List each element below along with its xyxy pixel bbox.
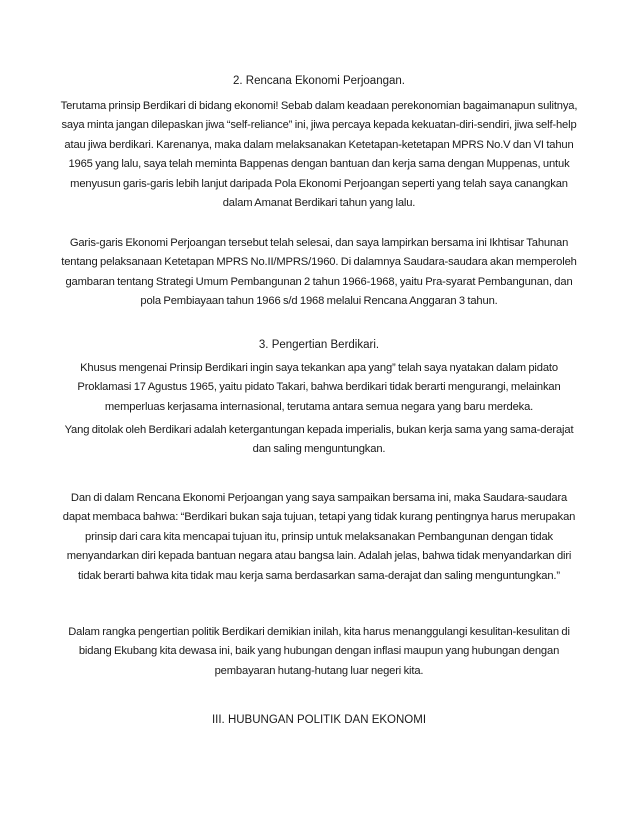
section-3-heading: 3. Pengertian Berdikari. xyxy=(258,339,380,351)
section-2-heading: 2. Rencana Ekonomi Perjoangan. xyxy=(233,75,405,87)
section-III-heading: III. HUBUNGAN POLITIK DAN EKONOMI xyxy=(211,714,427,726)
paragraph-dalam-rangka: Dalam rangka pengertian politik Berdikari demikian inilah, kita harus menanggulangi kesulitan-kesulitan di bidang Ekubang kita dewasa ini, baik yang hubungan dengan inflasi maupun yang hubungan dengan pembayaran hutang-hutang luar negeri kita. xyxy=(68,626,570,677)
paragraph-khusus: Khusus mengenai Prinsip Berdikari ingin saya tekankan apa yang” telah saya nyatakan dalam pidato Proklamasi 17 Agustus 1965, yaitu pidato Takari, bahwa berdikari tidak berarti mengurangi, melainkan memperluas kerjasama internasional, terutama antara semua negara yang baru merdeka. xyxy=(77,362,561,413)
paragraph-rencana-ekonomi: Dan di dalam Rencana Ekonomi Perjoangan yang saya sampaikan bersama ini, maka Saudara-saudara dapat membaca bahwa: “Berdikari bukan saja tujuan, tetapi yang tidak kurang pentingnya harus merupakan prinsip dari cara kita mencapai tujuan itu, prinsip untuk melaksanakan Pembangunan dengan tidak menyandarkan diri kepada bantuan negara atau bangsa lain. Adalah jelas, bahwa tidak menyandarkan diri tidak berarti bahwa kita tidak mau kerja sama berdasarkan sama-derajat dan saling menguntungkan.” xyxy=(62,492,576,582)
paragraph-garis-garis: Garis-garis Ekonomi Perjoangan tersebut telah selesai, dan saya lampirkan bersama ini Ikhtisar Tahunan tentang pelaksanaan Ketetapan MPRS No.II/MPRS/1960. Di dalamnya Saudara-saudara akan memperoleh gambaran tentang Strategi Umum Pembangunan 2 tahun 1966-1968, yaitu Pra-syarat Pembangunan, dan pola Pembiayaan tahun 1966 s/d 1968 melalui Rencana Anggaran 3 tahun. xyxy=(61,237,577,308)
paragraph-yang-ditolak: Yang ditolak oleh Berdikari adalah ketergantungan kepada imperialis, bukan kerja sama yang sama-derajat dan saling menguntungkan. xyxy=(64,424,574,456)
paragraph-self-reliance: Terutama prinsip Berdikari di bidang ekonomi! Sebab dalam keadaan perekonomian bagaimanapun sulitnya, saya minta jangan dilepaskan jiwa “self-reliance” ini, jiwa percaya kepada kekuatan-diri-sendiri, jiwa self-help atau jiwa berdikari. Karenanya, maka dalam melaksanakan Ketetapan-ketetapan MPRS No.V dan VI tahun 1965 yang lalu, saya telah meminta Bappenas dengan bantuan dan kerja sama dengan Muppenas, untuk menyusun garis-garis lebih lanjut daripada Pola Ekonomi Perjoangan seperti yang telah saya canangkan dalam Amanat Berdikari tahun yang lalu. xyxy=(60,100,578,210)
